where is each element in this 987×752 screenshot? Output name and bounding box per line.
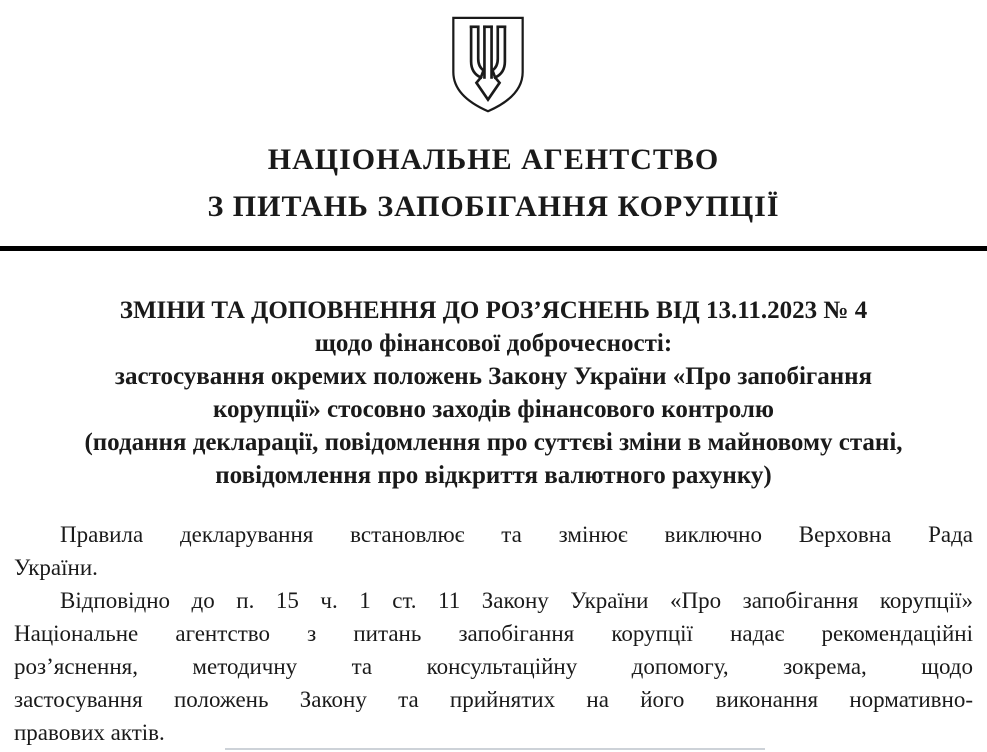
document-title-line: (подання декларації, повідомлення про суттєві зміни в майновому стані, <box>84 429 903 456</box>
body-line: роз’яснення, методичну та консультаційну допомогу, зокрема, щодо <box>14 654 973 679</box>
ukraine-trident-emblem <box>448 14 528 116</box>
document-title-line: корупції» стосовно заходів фінансового контролю <box>212 396 775 423</box>
body-paragraph <box>14 584 973 749</box>
body-line: Відповідно до п. 15 ч. 1 ст. 11 Закону України «Про запобігання корупції» <box>60 588 973 613</box>
document-title-line: ЗМІНИ ТА ДОПОВНЕННЯ ДО РОЗ’ЯСНЕНЬ ВІД 13.11.2023 № 4 <box>119 297 868 324</box>
body-line: України. <box>14 555 98 580</box>
document-title-line: повідомлення про відкриття валютного рахунку) <box>215 462 772 489</box>
body-line: застосування положень Закону та прийнятих на його виконання нормативно- <box>14 687 973 712</box>
document-title-line: застосування окремих положень Закону України «Про запобігання <box>114 363 873 390</box>
page-bottom-divider <box>225 748 765 750</box>
body-line: правових актів. <box>14 720 165 745</box>
org-name <box>0 136 987 230</box>
document-title <box>30 294 957 492</box>
org-name-line-1: НАЦІОНАЛЬНЕ АГЕНТСТВО <box>267 143 720 176</box>
header-divider <box>0 246 987 251</box>
trident-icon <box>448 14 528 116</box>
org-name-line-2: З ПИТАНЬ ЗАПОБІГАННЯ КОРУПЦІЇ <box>207 190 780 223</box>
document-title-line: щодо фінансової доброчесності: <box>314 330 673 357</box>
body-line: Національне агентство з питань запобігання корупції надає рекомендаційні <box>14 621 973 646</box>
document-body <box>14 518 973 749</box>
body-line: Правила декларування встановлює та змінює виключно Верховна Рада <box>60 522 973 547</box>
body-paragraph <box>14 518 973 584</box>
